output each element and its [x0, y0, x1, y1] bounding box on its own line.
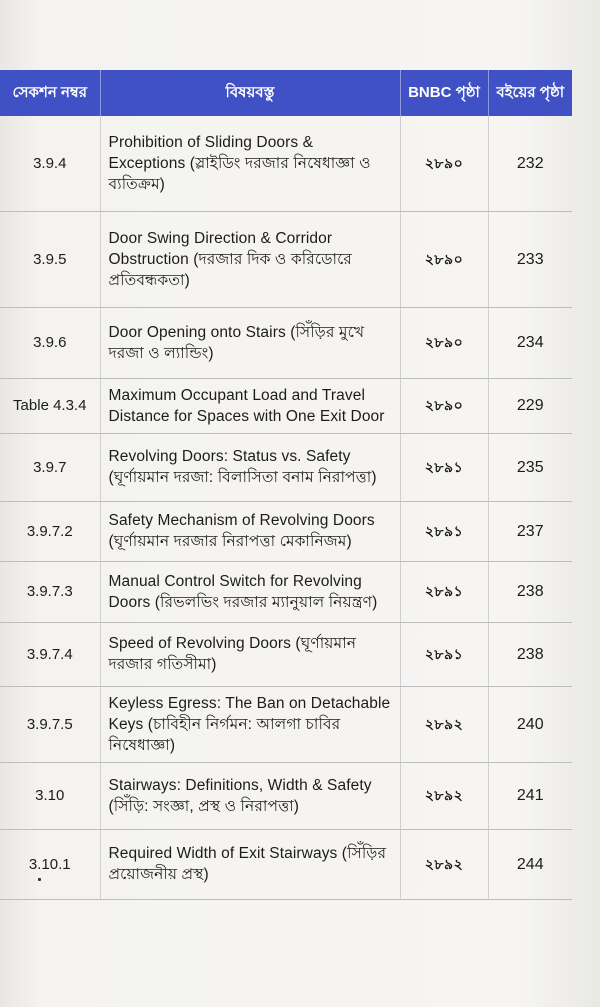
row-book-page: 235: [488, 433, 572, 501]
row-book-page: 244: [488, 829, 572, 899]
table-row: [0, 829, 572, 899]
table-row: [0, 762, 572, 829]
row-section: 3.9.7.3: [0, 561, 100, 622]
print-speck: [38, 878, 41, 881]
table-row: [0, 686, 572, 762]
header-book-page: বইয়ের পৃষ্ঠা: [488, 70, 572, 116]
row-book-page: 238: [488, 561, 572, 622]
row-bnbc-page: ২৮৯২: [400, 829, 488, 899]
table-row: [0, 378, 572, 433]
row-section: 3.9.7.2: [0, 501, 100, 561]
row-bnbc-page: ২৮৯১: [400, 561, 488, 622]
row-bnbc-page: ২৮৯২: [400, 762, 488, 829]
header-section-number: সেকশন নম্বর: [0, 70, 100, 116]
row-bnbc-page: ২৮৯১: [400, 433, 488, 501]
row-bnbc-page: ২৮৯০: [400, 116, 488, 211]
row-section: 3.9.6: [0, 307, 100, 378]
table-row: [0, 211, 572, 307]
row-bnbc-page: ২৮৯০: [400, 307, 488, 378]
row-title: Speed of Revolving Doors (ঘূর্ণায়মান দরজার গতিসীমা): [100, 622, 400, 686]
row-section: Table 4.3.4: [0, 378, 100, 433]
header-bnbc-page: BNBC পৃষ্ঠা: [400, 70, 488, 116]
row-book-page: 232: [488, 116, 572, 211]
row-title: Revolving Doors: Status vs. Safety (ঘূর্ণায়মান দরজা: বিলাসিতা বনাম নিরাপত্তা): [100, 433, 400, 501]
row-section: 3.9.7.5: [0, 686, 100, 762]
row-bnbc-page: ২৮৯১: [400, 622, 488, 686]
table-row: [0, 307, 572, 378]
row-section: 3.9.4: [0, 116, 100, 211]
table-row: [0, 622, 572, 686]
row-bnbc-page: ২৮৯০: [400, 211, 488, 307]
row-title: Safety Mechanism of Revolving Doors (ঘূর্ণায়মান দরজার নিরাপত্তা মেকানিজম): [100, 501, 400, 561]
row-title: Manual Control Switch for Revolving Doors (রিভলভিং দরজার ম্যানুয়াল নিয়ন্ত্রণ): [100, 561, 400, 622]
row-book-page: 234: [488, 307, 572, 378]
contents-table: [0, 70, 572, 900]
row-bnbc-page: ২৮৯১: [400, 501, 488, 561]
row-bnbc-page: ২৮৯০: [400, 378, 488, 433]
row-bnbc-page: ২৮৯২: [400, 686, 488, 762]
row-book-page: 233: [488, 211, 572, 307]
row-title: Keyless Egress: The Ban on Detachable Keys (চাবিহীন নির্গমন: আলগা চাবির নিষেধাজ্ঞা): [100, 686, 400, 762]
table-row: [0, 561, 572, 622]
table-header-row: [0, 70, 572, 116]
table-row: [0, 501, 572, 561]
row-section: 3.9.5: [0, 211, 100, 307]
row-title: Prohibition of Sliding Doors & Exceptions (স্লাইডিং দরজার নিষেধাজ্ঞা ও ব্যতিক্রম): [100, 116, 400, 211]
row-book-page: 240: [488, 686, 572, 762]
table-row: [0, 116, 572, 211]
row-title: Door Opening onto Stairs (সিঁড়ির মুখে দরজা ও ল্যান্ডিং): [100, 307, 400, 378]
row-book-page: 241: [488, 762, 572, 829]
row-section: 3.9.7.4: [0, 622, 100, 686]
row-book-page: 229: [488, 378, 572, 433]
row-section: 3.10: [0, 762, 100, 829]
row-section: 3.10.1: [0, 829, 100, 899]
table-row: [0, 433, 572, 501]
row-title: Required Width of Exit Stairways (সিঁড়ির প্রয়োজনীয় প্রস্থ): [100, 829, 400, 899]
header-subject: বিষয়বস্তু: [100, 70, 400, 116]
row-title: Stairways: Definitions, Width & Safety (সিঁড়ি: সংজ্ঞা, প্রস্থ ও নিরাপত্তা): [100, 762, 400, 829]
row-title: Maximum Occupant Load and Travel Distance for Spaces with One Exit Door: [100, 378, 400, 433]
row-book-page: 237: [488, 501, 572, 561]
row-book-page: 238: [488, 622, 572, 686]
row-title: Door Swing Direction & Corridor Obstruction (দরজার দিক ও করিডোরে প্রতিবন্ধকতা): [100, 211, 400, 307]
row-section: 3.9.7: [0, 433, 100, 501]
